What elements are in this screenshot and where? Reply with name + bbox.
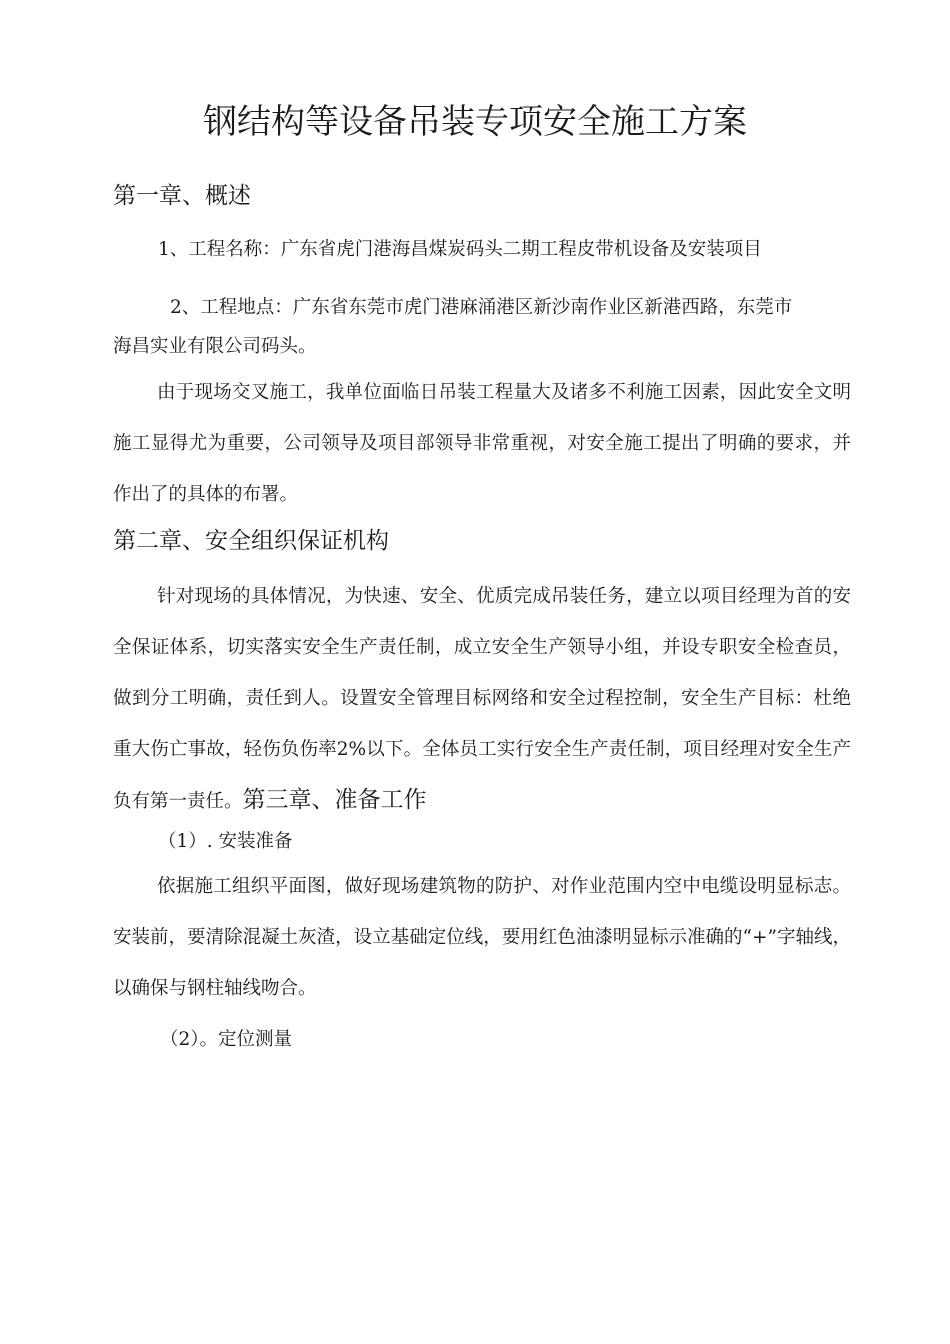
chapter2-paragraph — [113, 571, 851, 827]
chapter2-paragraph-text: 针对现场的具体情况，为快速、安全、优质完成吊装任务，建立以项目经理为首的安全保证体系，切实落实安全生产责任制，成立安全生产领导小组，并设专职安全检查员，做到分工明确，责任到人。设置安全管理目标网络和安全过程控制，安全生产目标：杜绝重大伤亡事故，轻伤负伤率2%以下。全体员工实行安全生产责任制，项目经理对安全生产负有第一责任。 — [113, 586, 851, 812]
chapter1-item1: 1、工程名称：广东省虎门港海昌煤炭码头二期工程皮带机设备及安装项目 — [158, 239, 762, 260]
chapter1-heading: 第一章、概述 — [113, 183, 251, 209]
chapter3-paragraph: 依据施工组织平面图，做好现场建筑物的防护、对作业范围内空中电缆设明显标志。安装前，要清除混凝土灰渣，设立基础定位线，要用红色油漆明显标示准确的“+”字轴线，以确保与钢柱轴线吻合。 — [113, 876, 851, 999]
chapter3-sub2: （2）。定位测量 — [160, 1029, 293, 1050]
chapter1-item2-line2: 海昌实业有限公司码头。 — [113, 336, 317, 357]
chapter2-heading: 第二章、安全组织保证机构 — [113, 528, 389, 554]
chapter3-heading: 第三章、准备工作 — [242, 787, 427, 813]
document-title: 钢结构等设备吊装专项安全施工方案 — [203, 102, 747, 142]
chapter1-item2-line1: 2、工程地点：广东省东莞市虎门港麻涌港区新沙南作业区新港西路，东莞市 — [170, 297, 793, 318]
chapter3-sub1: （1）. 安装准备 — [158, 831, 293, 852]
chapter1-paragraph: 由于现场交叉施工，我单位面临日吊装工程量大及诸多不利施工因素，因此安全文明施工显得尤为重要，公司领导及项目部领导非常重视，对安全施工提出了明确的要求，并作出了的具体的布署。 — [113, 382, 851, 505]
